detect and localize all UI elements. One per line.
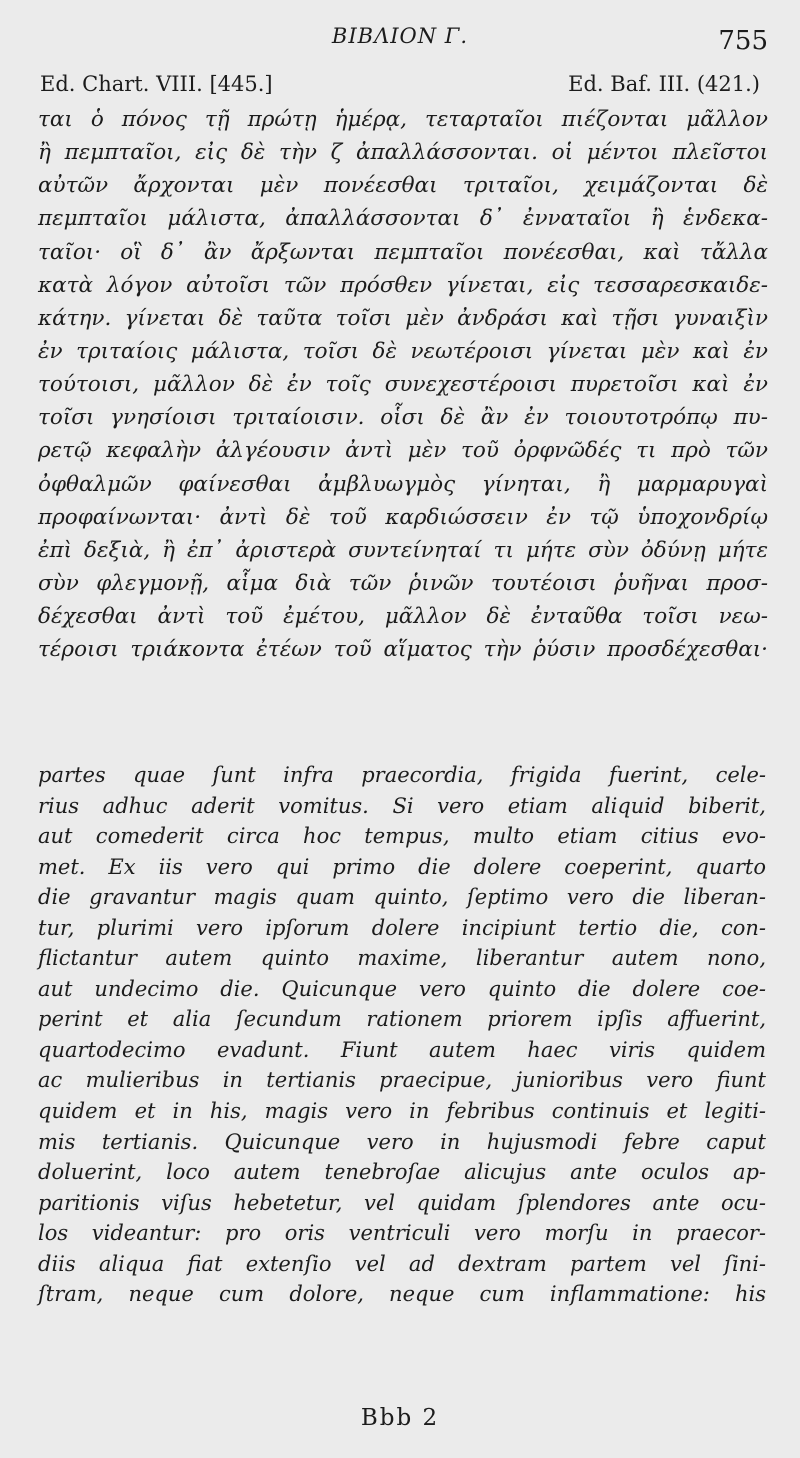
greek-text-line: κάτην. γίνεται δὲ ταῦτα τοῖσι μὲν ἀνδράσι καὶ τῇσι γυναιξὶν [38, 305, 768, 331]
latin-text-line: partes quae ſunt infra praecordia, frigida fuerint, cele- [38, 763, 766, 787]
latin-text-line: aut undecimo die. Quicunque vero quinto die dolere coe- [38, 976, 766, 1001]
latin-text-line: quartodecimo evadunt. Fiunt autem haec viris quidem [38, 1037, 766, 1062]
printer-signature-mark: Bbb 2 [360, 1405, 440, 1431]
greek-text-line: ὀφθαλμῶν φαίνεσθαι ἀμβλυωγμὸς γίνηται, ἢ μαρμαρυγαὶ [38, 471, 768, 497]
latin-text-line: diis aliqua fiat extenſio vel ad dextram partem vel ſini- [38, 1251, 766, 1276]
latin-text-line: doluerint, loco autem tenebroſae alicujus ante oculos ap- [38, 1160, 766, 1185]
greek-text-line: σὺν φλεγμονῇ, αἷμα διὰ τῶν ῥινῶν τουτέοισι ῥυῆναι προσ- [38, 570, 768, 596]
latin-text-line: perint et alia ſecundum rationem priorem ipſis affuerint, [38, 1007, 766, 1032]
latin-text-line: ac mulieribus in tertianis praecipue, junioribus vero fiunt [38, 1068, 766, 1093]
greek-text-line: ταῖοι· οἳ δ᾽ ἂν ἄρξωνται πεμπταῖοι πονέεσθαι, καὶ τἄλλα [38, 239, 768, 265]
greek-text-line: τοῖσι γνησίοισι τριταίοισιν. οἷσι δὲ ἂν ἐν τοιουτοτρόπῳ πυ- [38, 405, 768, 431]
greek-text-line: ται ὁ πόνος τῇ πρώτῃ ἡμέρᾳ, τεταρταῖοι πιέζονται μᾶλλον [38, 107, 768, 132]
latin-text-line: aut comederit circa hoc tempus, multo etiam citius evo- [38, 824, 766, 849]
edition-reference-right: Ed. Baf. III. (421.) [568, 72, 760, 96]
page-number: 755 [718, 26, 768, 56]
greek-text-line: ἐπὶ δεξιὰ, ἢ ἐπ᾽ ἀριστερὰ συντείνηταί τι μήτε σὺν ὀδύνῃ μήτε [38, 537, 768, 563]
latin-text-line: los videantur: pro oris ventriculi vero morſu in praecor- [38, 1221, 766, 1246]
greek-text-line: ρετῷ κεφαλὴν ἀλγέουσιν ἀντὶ μὲν τοῦ ὀρφνῶδές τι πρὸ τῶν [38, 438, 768, 464]
greek-text-line: ἐν τριταίοις μάλιστα, τοῖσι δὲ νεωτέροισι γίνεται μὲν καὶ ἐν [38, 338, 768, 364]
latin-text-line: met. Ex iis vero qui primo die dolere coeperint, quarto [38, 854, 766, 879]
latin-text-block [38, 760, 766, 1310]
latin-text-line: flictantur autem quinto maxime, liberantur autem nono, [38, 946, 766, 971]
running-title: BIBΛΙΟΝ Γ. [331, 24, 469, 48]
latin-text-line: die gravantur magis quam quinto, ſeptimo vero die liberan- [38, 885, 766, 910]
edition-reference-left: Ed. Chart. VIII. [445.] [40, 72, 273, 96]
greek-text-line: τέροισι τριάκοντα ἐτέων τοῦ αἵματος τὴν ῥύσιν προσδέχεσθαι· [38, 637, 768, 663]
greek-text-line: κατὰ λόγον αὐτοῖσι τῶν πρόσθεν γίνεται, εἰς τεσσαρεσκαιδε- [38, 272, 768, 298]
latin-text-line: ſtram, neque cum dolore, neque cum inflammatione: his [38, 1282, 766, 1307]
greek-text-line: δέχεσθαι ἀντὶ τοῦ ἐμέτου, μᾶλλον δὲ ἐνταῦθα τοῖσι νεω- [38, 604, 768, 630]
latin-text-line: tur, plurimi vero ipſorum dolere incipiunt tertio die, con- [38, 915, 766, 940]
latin-text-line: rius adhuc aderit vomitus. Si vero etiam aliquid biberit, [38, 793, 766, 818]
latin-text-line: paritionis viſus hebetetur, vel quidam ſplendores ante ocu- [38, 1190, 766, 1215]
greek-text-block [38, 103, 768, 666]
greek-text-line: προφαίνωνται· ἀντὶ δὲ τοῦ καρδιώσσειν ἐν τῷ ὑποχονδρίῳ [38, 504, 768, 530]
greek-text-line: αὐτῶν ἄρχονται μὲν πονέεσθαι τριταῖοι, χειμάζονται δὲ [38, 173, 768, 199]
latin-text-line: mis tertianis. Quicunque vero in hujusmodi febre caput [38, 1129, 766, 1154]
greek-text-line: τούτοισι, μᾶλλον δὲ ἐν τοῖς συνεχεστέροισι πυρετοῖσι καὶ ἐν [38, 372, 768, 398]
greek-text-line: ἢ πεμπταῖοι, εἰς δὲ τὴν ζ ἀπαλλάσσονται. οἱ μέντοι πλεῖστοι [38, 140, 768, 166]
greek-text-line: πεμπταῖοι μάλιστα, ἀπαλλάσσονται δ᾽ ἐνναταῖοι ἢ ἑνδεκα- [38, 206, 768, 232]
latin-text-line: quidem et in his, magis vero in febribus continuis et legiti- [38, 1099, 766, 1124]
